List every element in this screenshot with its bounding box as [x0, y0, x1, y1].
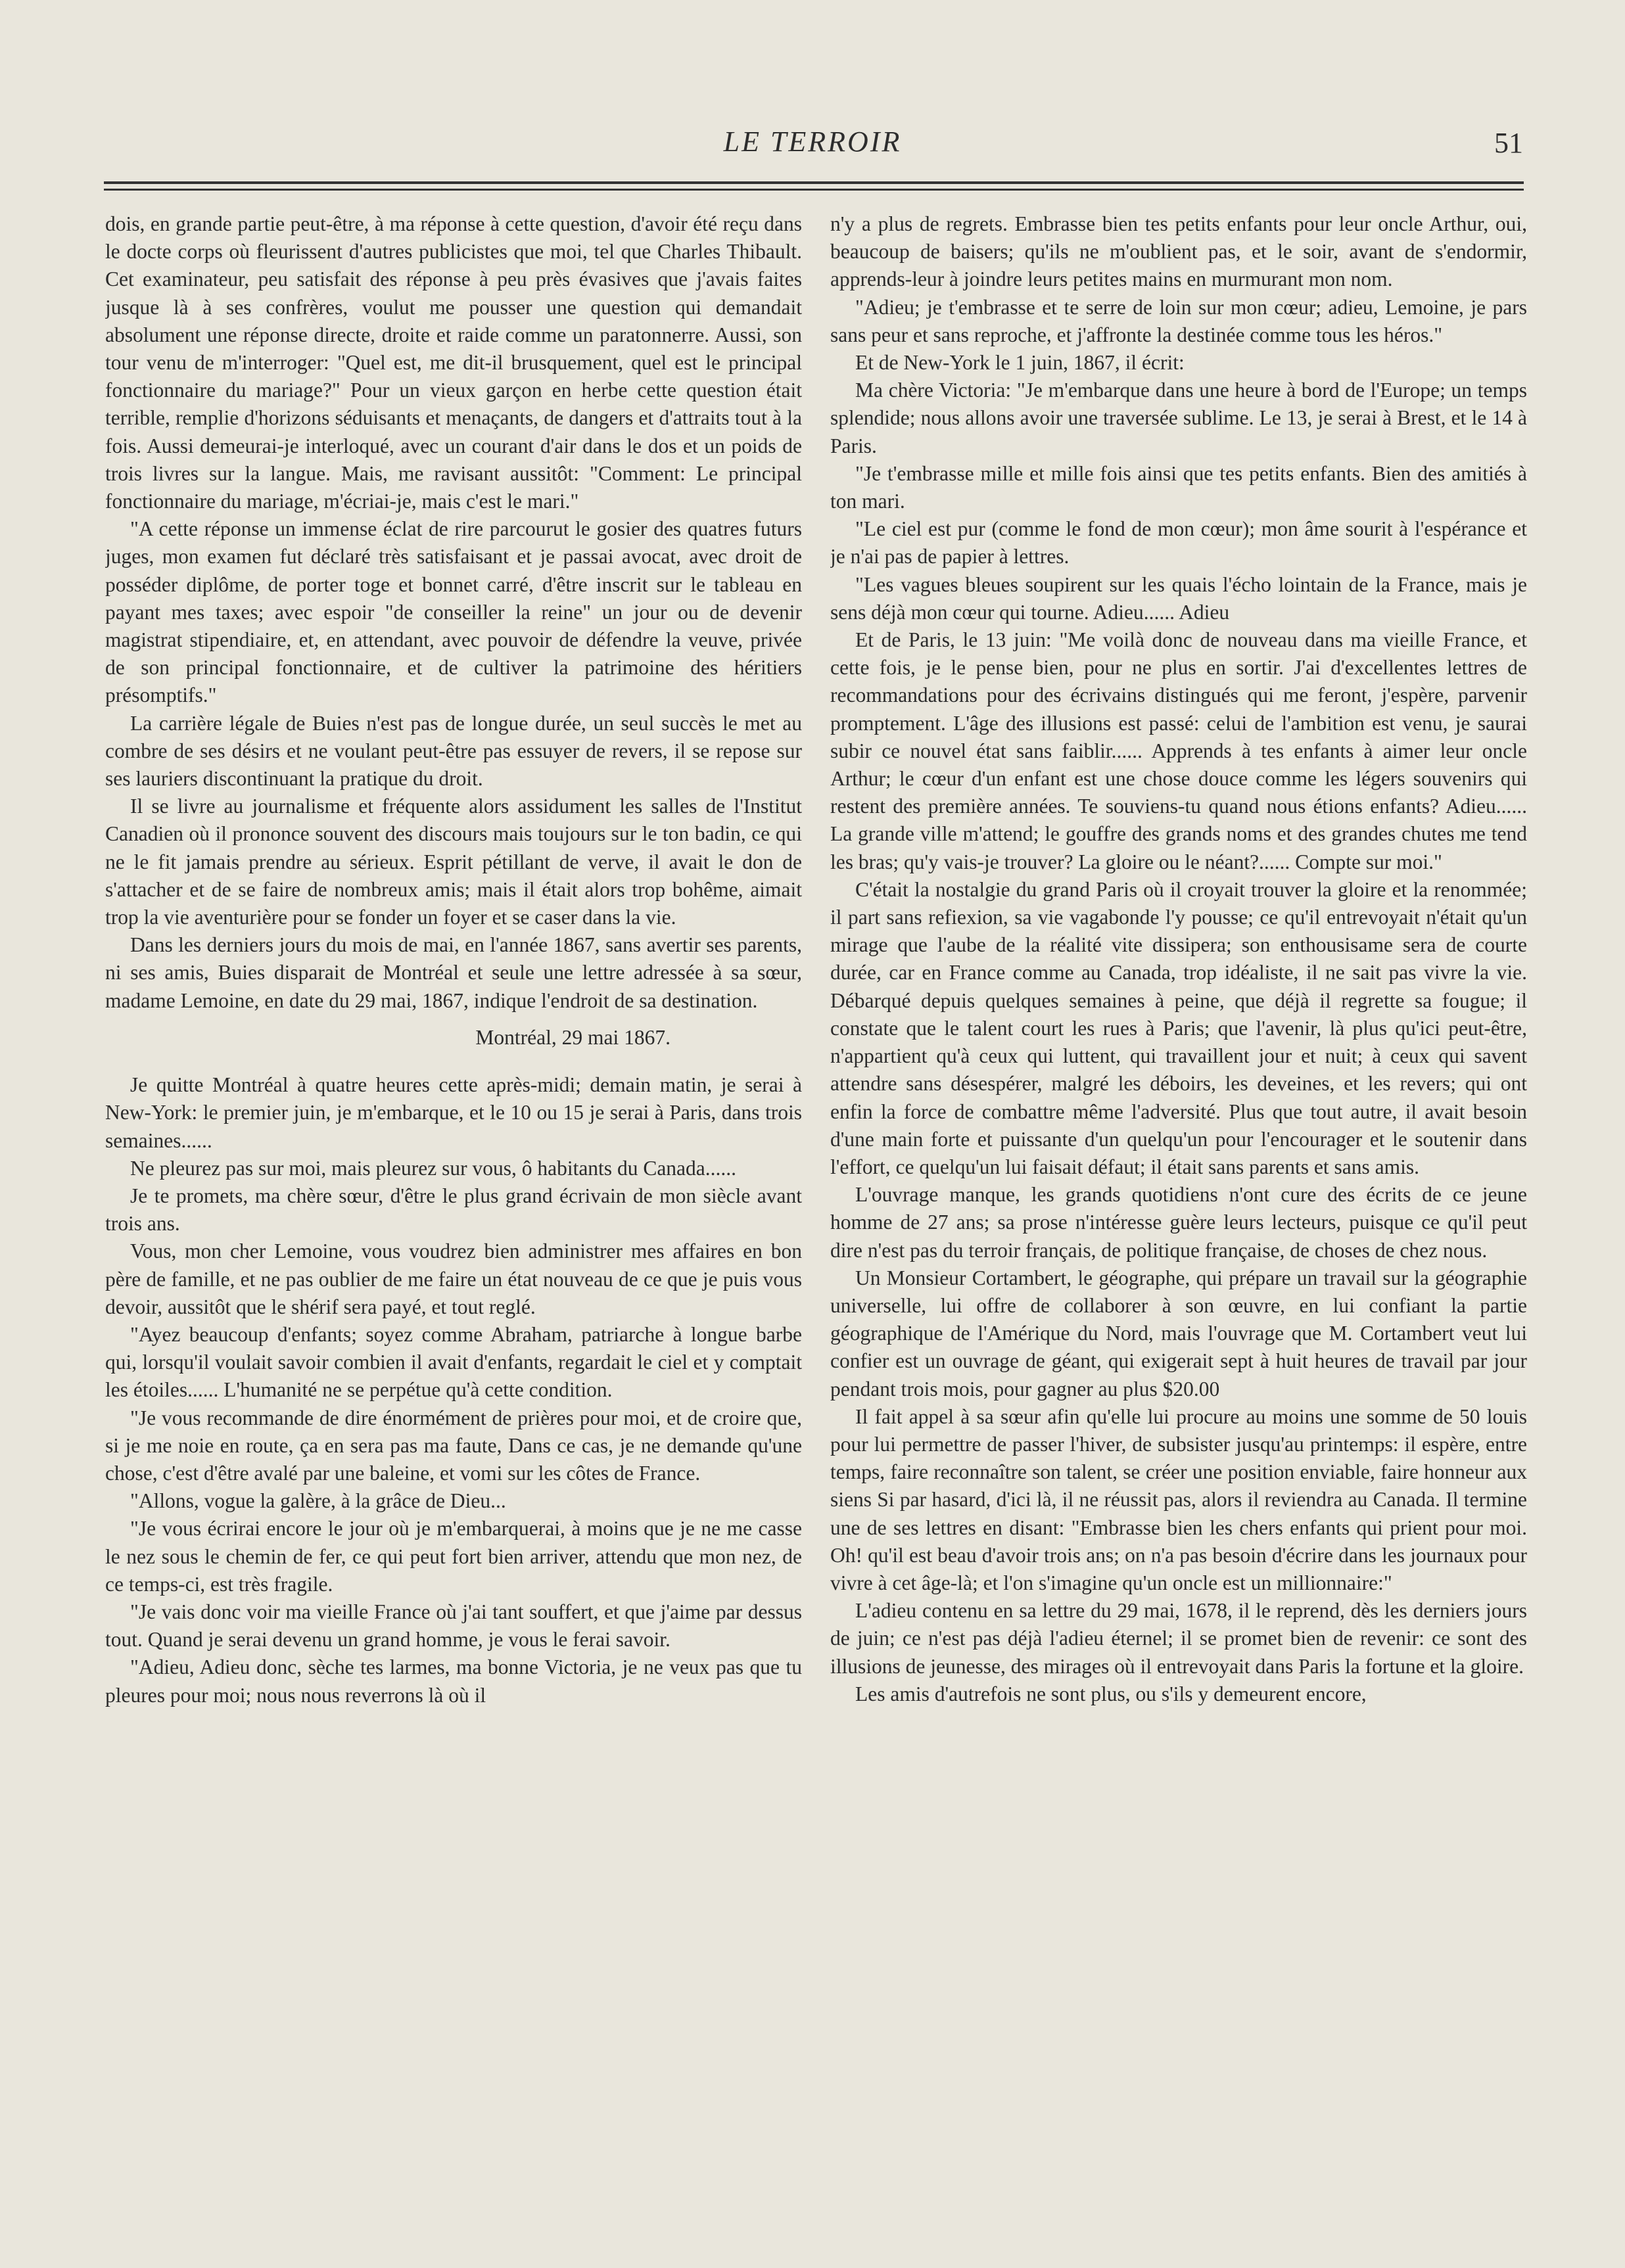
paragraph: C'était la nostalgie du grand Paris où il croyait trouver la gloire et la renommée; il part sans refiexion, sa vie vagabonde l'y pousse; ce qu'il entrevoyait n'était qu'un mirage que l'aube de la réalité vite dissipera; son enthousisame sera de courte durée, car en France comme au Canada, trop idéaliste, il ne sait pas vivre la vie. Débarqué depuis quelques semaines à peine, que déjà il regrette sa fougue; il constate que le talent court les rues à Paris; que l'avenir, là plus qu'ici peut-être, n'appartient qu'à ceux qui luttent, qui travaillent jour et nuit; à ceux qui savent attendre sans désespérer, malgré les déboirs, les deveines, et les revers; qui ont enfin la force de combattre même l'adversité. Plus que tout autre, il avait besoin d'une main forte et puissante d'un quelqu'un pour l'encourager et le soutenir dans l'effort, ce quelqu'un lui faisait défaut; il était sans parents et sans amis.	[830, 877, 1527, 1178]
paragraph: Ma chère Victoria: "Je m'embarque dans une heure à bord de l'Europe; un temps splendide; nous allons avoir une traversée sublime. Le 13, je serai à Brest, et le 14 à Paris.	[830, 379, 1527, 457]
paragraph: La carrière légale de Buies n'est pas de longue durée, un seul succès le met au combre de ses désirs et ne voulant peut-être pas essuyer de revers, il se repose sur ses lauriers discontinuant la pratique du droit.	[105, 711, 802, 791]
paragraph: dois, en grande partie peut-être, à ma réponse à cette question, d'avoir été reçu dans le docte corps où fleurissent d'autres publicistes que moi, tel que Charles Thibault. Cet examinateur, peu satisfait des réponse à peu près évasives que j'avais faites jusque là à ses confrères, voulut me pousser une question qui demandait absolument une réponse directe, droite et raide comme un paratonnerre. Aussi, son tour venu de m'interroger: "Quel est, me dit-il brusquement, quel est le principal fonctionnaire du mariage?" Pour un vieux garçon en herbe cette question était terrible, remplie d'horizons séduisants et menaçants, de dangers et d'attraits tout à la fois. Aussi demeurai-je interloqué, avec un courant d'air dans le dos et un poids de trois livres sur la langue. Mais, me ravisant aussitôt: "Comment: Le principal fonctionnaire du mariage, m'écriai-je, mais c'est le mari."	[105, 212, 802, 513]
paragraph: "A cette réponse un immense éclat de rire parcourut le gosier des quatres futurs juges, mon examen fut déclaré très satisfaisant et je passai avocat, avec droit de posséder diplôme, de porter toge et bonnet carré, d'être inscrit sur le tableau en payant mes taxes; avec espoir "de conseiller la reine" un jour ou de devenir magistrat stipendiaire, et, en attendant, avec pouvoir de défendre la veuve, privée de son principal fonctionnaire, et de cultiver la patrimoine des héritiers présomptifs."	[105, 517, 802, 707]
paragraph: n'y a plus de regrets. Embrasse bien tes petits enfants pour leur oncle Arthur, oui, beaucoup de baisers; qu'ils ne m'oublient pas, et le soir, avant de s'endormir, apprends-leur à joindre leurs petites mains en murmurant mon nom.	[830, 212, 1527, 291]
paragraph: "Je vais donc voir ma vieille France où j'ai tant souffert, et que j'aime par dessus tout. Quand je serai devenu un grand homme, je vous le ferai savoir.	[105, 1600, 802, 1652]
page-number: 51	[1494, 127, 1523, 159]
paragraph: "Je t'embrasse mille et mille fois ainsi que tes petits enfants. Bien des amitiés à ton mari.	[830, 461, 1527, 513]
paragraph: "Le ciel est pur (comme le fond de mon cœur); mon âme sourit à l'espérance et je n'ai pas de papier à lettres.	[830, 517, 1527, 568]
paragraph: Il fait appel à sa sœur afin qu'elle lui procure au moins une somme de 50 louis pour lui permettre de passer l'hiver, de subsister jusqu'au printemps: il espère, entre temps, faire reconnaître son talent, se créer une position enviable, faire honneur aux siens Si par hasard, d'ici là, il ne réussit pas, alors il reviendra au Canada. Il termine une de ses lettres en disant: "Embrasse bien les chers enfants qui prient pour moi. Oh! qu'il est beau d'avoir trois ans; on n'a pas besoin d'écrire dans les journaux pour vivre à cet âge-là; et l'on s'imagine qu'un oncle est un millionnaire:"	[830, 1404, 1527, 1594]
paragraph: Et de Paris, le 13 juin: "Me voilà donc de nouveau dans ma vieille France, et cette fois, je le pense bien, pour ne plus en sortir. J'ai d'excellentes lettres de recommandations pour des écrivains distingués qui me feront, j'espère, parvenir promptement. L'âge des illusions est passé: celui de l'ambition est venu, je saurai subir ce nouvel état sans faiblir...... Apprends à tes enfants à aimer leur oncle Arthur; le cœur d'un enfant est une chose douce comme les légers souvenirs qui restent des première années. Te souviens-tu quand nous étions enfants? Adieu...... La grande ville m'attend; le gouffre des grands noms et des grandes chutes me tend les bras; qu'y vais-je trouver? La gloire ou le néant?...... Compte sur moi."	[830, 628, 1527, 873]
paragraph: Les amis d'autrefois ne sont plus, ou s'ils y demeurent encore,	[855, 1682, 1367, 1705]
paragraph: Vous, mon cher Lemoine, vous voudrez bien administrer mes affaires en bon père de famille, et ne pas oublier de me faire un état nouveau de ce que je puis vous devoir, aussitôt que le shérif sera payé, et tout reglé.	[105, 1239, 802, 1318]
paragraph: L'ouvrage manque, les grands quotidiens n'ont cure des écrits de ce jeune homme de 27 ans; sa prose n'intéresse guère leurs lecteurs, puisque ce qu'il peut dire n'est pas du terroir français, de politique française, de choses de chez nous.	[830, 1183, 1527, 1262]
paragraph: "Je vous recommande de dire énormément de prières pour moi, et de croire que, si je me noie en route, ça en sera pas ma faute, Dans ce cas, je ne demande qu'une chose, c'est d'être avalé par une baleine, et vomi sur les côtes de France.	[105, 1406, 802, 1485]
paragraph: Un Monsieur Cortambert, le géographe, qui prépare un travail sur la géographie universelle, lui offre de collaborer à son œuvre, en lui confiant la partie géographique de l'Amérique du Nord, mais l'ouvrage que M. Cortambert veut lui confier est un ouvrage de géant, qui exigerait sept à huit heures de travail par jour pendant trois mois, pour gagner au plus $20.00	[830, 1266, 1527, 1400]
paragraph: "Adieu, Adieu donc, sèche tes larmes, ma bonne Victoria, je ne veux pas que tu pleures pour moi; nous nous reverrons là où il	[105, 1655, 802, 1707]
journal-title: LE TERROIR	[723, 126, 902, 158]
page-header	[0, 125, 1625, 171]
paragraph: Dans les derniers jours du mois de mai, en l'année 1867, sans avertir ses parents, ni ses amis, Buies disparait de Montréal et seule une lettre adressée à sa sœur, madame Lemoine, en date du 29 mai, 1867, indique l'endroit de sa destination.	[105, 933, 802, 1012]
paragraph: Je quitte Montréal à quatre heures cette après-midi; demain matin, je serai à New-York: le premier juin, je m'embarque, et le 10 ou 15 je serai à Paris, dans trois semaines......	[105, 1073, 802, 1152]
left-column	[105, 210, 802, 2234]
paragraph: "Je vous écrirai encore le jour où je m'embarquerai, à moins que je ne me casse le nez sous le chemin de fer, ce qui peut fort bien arriver, attendu que mon nez, de ce temps-ci, est très fragile.	[105, 1517, 802, 1596]
paragraph: Il se livre au journalisme et fréquente alors assidument les salles de l'Institut Canadien où il prononce souvent des discours mais toujours sur le ton badin, ce qui ne le fit jamais prendre au sérieux. Esprit pétillant de verve, il avait le don de s'attacher et de se faire de nombreux amis; mais il était alors trop bohême, aimait trop la vie aventurière pour se fonder un foyer et se caser dans la vie.	[105, 795, 802, 929]
paragraph: "Ayez beaucoup d'enfants; soyez comme Abraham, patriarche à longue barbe qui, lorsqu'il voulait savoir combien il avait d'enfants, regardait le ciel et y comptait les étoiles...... L'humanité ne se perpétue qu'à cette condition.	[105, 1322, 802, 1402]
paragraph: "Les vagues bleues soupirent sur les quais l'écho lointain de la France, mais je sens déjà mon cœur qui tourne. Adieu...... Adieu	[830, 572, 1527, 624]
paragraph: Ne pleurez pas sur moi, mais pleurez sur vous, ô habitants du Canada......	[130, 1156, 737, 1180]
right-column	[830, 210, 1527, 2234]
letter-dateline: Montréal, 29 mai 1867.	[475, 1025, 671, 1049]
paragraph: Et de New-York le 1 juin, 1867, il écrit:	[855, 351, 1185, 375]
header-rule	[104, 181, 1524, 191]
paragraph: "Adieu; je t'embrasse et te serre de loin sur mon cœur; adieu, Lemoine, je pars sans peur et sans reproche, et j'affronte la destinée comme tous les héros."	[830, 295, 1527, 346]
paragraph: Je te promets, ma chère sœur, d'être le plus grand écrivain de mon siècle avant trois ans.	[105, 1184, 802, 1236]
paragraph: "Allons, vogue la galère, à la grâce de Dieu...	[130, 1489, 506, 1513]
paragraph: L'adieu contenu en sa lettre du 29 mai, 1678, il le reprend, dès les derniers jours de juin; ce n'est pas déjà l'adieu éternel; il se promet bien de revenir: ce sont des illusions de jeunesse, des mirages où il entrevoyait dans Paris la fortune et la gloire.	[830, 1599, 1527, 1678]
